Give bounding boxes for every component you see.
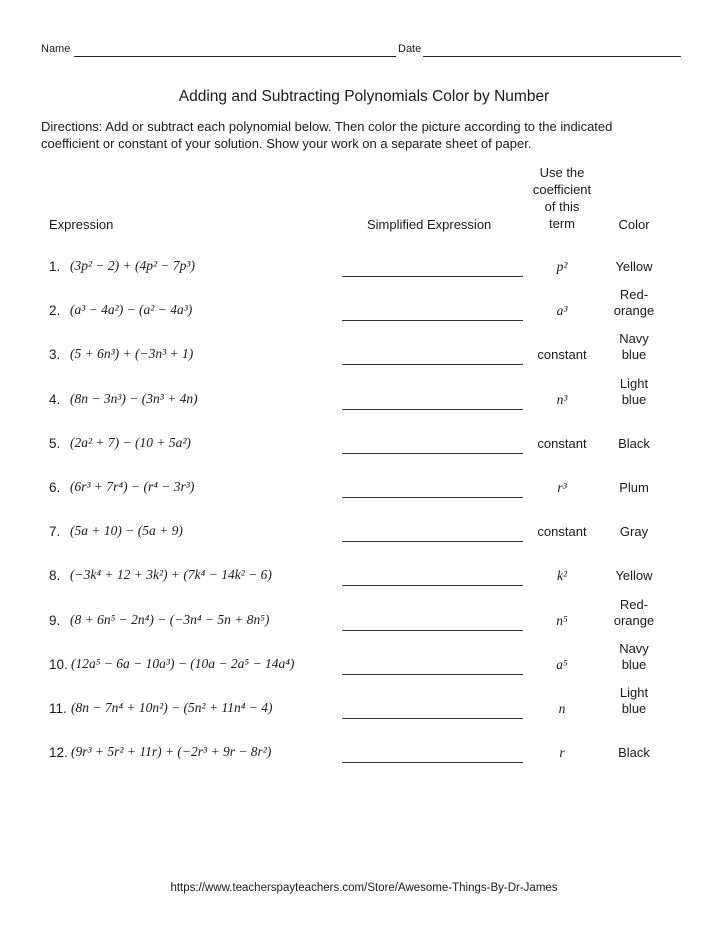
color-name: blue [621, 701, 647, 716]
color-cell [599, 597, 669, 629]
color-name: Navy [619, 641, 649, 656]
color-name: Gray [619, 524, 649, 539]
problem-number: 4. [49, 392, 61, 407]
term-cell: k² [556, 568, 568, 583]
color-name: blue [621, 657, 647, 672]
color-name: Plum [619, 480, 649, 495]
problem-number: 12. [49, 745, 68, 760]
color-name: orange [613, 613, 655, 628]
problem-number: 10. [49, 657, 68, 672]
problem-expression: (12a⁵ − 6a − 10a³) − (10a − 2a⁵ − 14a⁴) [71, 656, 295, 671]
term-header-line: coefficient [532, 182, 592, 197]
answer-blank[interactable] [342, 364, 523, 365]
color-name: Black [618, 436, 650, 451]
term-cell: n³ [556, 392, 568, 407]
answer-blank[interactable] [342, 541, 523, 542]
problem-expression: (3p² − 2) + (4p² − 7p³) [70, 258, 195, 273]
answer-blank[interactable] [342, 674, 523, 675]
term-cell: constant [537, 524, 587, 539]
color-name: Black [618, 745, 650, 760]
expression-column-header: Expression [49, 217, 114, 232]
answer-blank[interactable] [342, 497, 523, 498]
term-header-line: term [549, 216, 575, 231]
problem-expression: (2a² + 7) − (10 + 5a²) [70, 435, 191, 450]
problem-number: 5. [49, 436, 61, 451]
term-cell: r [559, 745, 565, 760]
color-cell [599, 480, 669, 496]
answer-blank[interactable] [342, 320, 523, 321]
color-column-header: Color [618, 217, 650, 232]
color-name: Light [619, 685, 649, 700]
answer-blank[interactable] [342, 718, 523, 719]
date-field[interactable] [423, 56, 681, 57]
problem-expression: (5a + 10) − (5a + 9) [70, 523, 183, 538]
problem-number: 7. [49, 524, 61, 539]
term-cell: a³ [556, 303, 568, 318]
problem-expression: (6r³ + 7r⁴) − (r⁴ − 3r³) [70, 479, 195, 494]
color-name: Red- [619, 287, 649, 302]
directions-line-2: coefficient or constant of your solution. Show your work on a separate sheet of paper. [41, 136, 532, 151]
problem-expression: (8 + 6n⁵ − 2n⁴) − (−3n⁴ − 5n + 8n⁵) [70, 612, 270, 627]
problem-number: 9. [49, 613, 61, 628]
color-cell [599, 524, 669, 540]
name-field[interactable] [74, 56, 396, 57]
page-title: Adding and Subtracting Polynomials Color by Number [178, 88, 550, 105]
color-cell [599, 331, 669, 363]
color-cell [599, 259, 669, 275]
term-cell: a⁵ [556, 657, 568, 672]
answer-blank[interactable] [342, 409, 523, 410]
date-label: Date [398, 43, 422, 55]
term-cell: n⁵ [556, 613, 568, 628]
answer-blank[interactable] [342, 630, 523, 631]
problem-expression: (8n − 3n³) − (3n³ + 4n) [70, 391, 198, 406]
color-cell [599, 376, 669, 408]
color-name: orange [613, 303, 655, 318]
term-cell: n [558, 701, 566, 716]
term-header-line: of this [544, 199, 580, 214]
answer-blank[interactable] [342, 276, 523, 277]
answer-blank[interactable] [342, 585, 523, 586]
color-name: blue [621, 347, 647, 362]
color-name: Light [619, 376, 649, 391]
color-cell [599, 568, 669, 584]
problem-number: 3. [49, 347, 61, 362]
simplified-column-header: Simplified Expression [367, 217, 492, 232]
directions-line-1: Directions: Add or subtract each polynomial below. Then color the picture according to the indicated [41, 119, 613, 134]
term-cell: constant [537, 347, 587, 362]
problem-expression: (5 + 6n³) + (−3n³ + 1) [70, 346, 194, 361]
color-name: blue [621, 392, 647, 407]
problem-expression: (9r³ + 5r² + 11r) + (−2r³ + 9r − 8r²) [71, 744, 272, 759]
footer-url: https://www.teacherspayteachers.com/Store/Awesome-Things-By-Dr-James [170, 882, 558, 894]
problem-expression: (a³ − 4a²) − (a² − 4a³) [70, 302, 193, 317]
term-cell: r³ [557, 480, 567, 495]
color-name: Yellow [615, 259, 653, 274]
answer-blank[interactable] [342, 762, 523, 763]
color-cell [599, 287, 669, 319]
term-header-line: Use the [539, 165, 585, 180]
problem-number: 1. [49, 259, 61, 274]
color-cell [599, 745, 669, 761]
problem-expression: (−3k⁴ + 12 + 3k²) + (7k⁴ − 14k² − 6) [70, 567, 272, 582]
color-name: Red- [619, 597, 649, 612]
problem-expression: (8n − 7n⁴ + 10n²) − (5n² + 11n⁴ − 4) [71, 700, 273, 715]
answer-blank[interactable] [342, 453, 523, 454]
problem-number: 11. [49, 701, 67, 716]
color-cell [599, 436, 669, 452]
color-name: Navy [619, 331, 649, 346]
problem-number: 6. [49, 480, 61, 495]
problem-number: 2. [49, 303, 61, 318]
color-cell [599, 641, 669, 673]
problem-number: 8. [49, 568, 61, 583]
term-cell: p² [556, 259, 568, 274]
term-column-header [527, 164, 597, 232]
color-cell [599, 685, 669, 717]
color-name: Yellow [615, 568, 653, 583]
name-label: Name [41, 43, 71, 55]
term-cell: constant [537, 436, 587, 451]
